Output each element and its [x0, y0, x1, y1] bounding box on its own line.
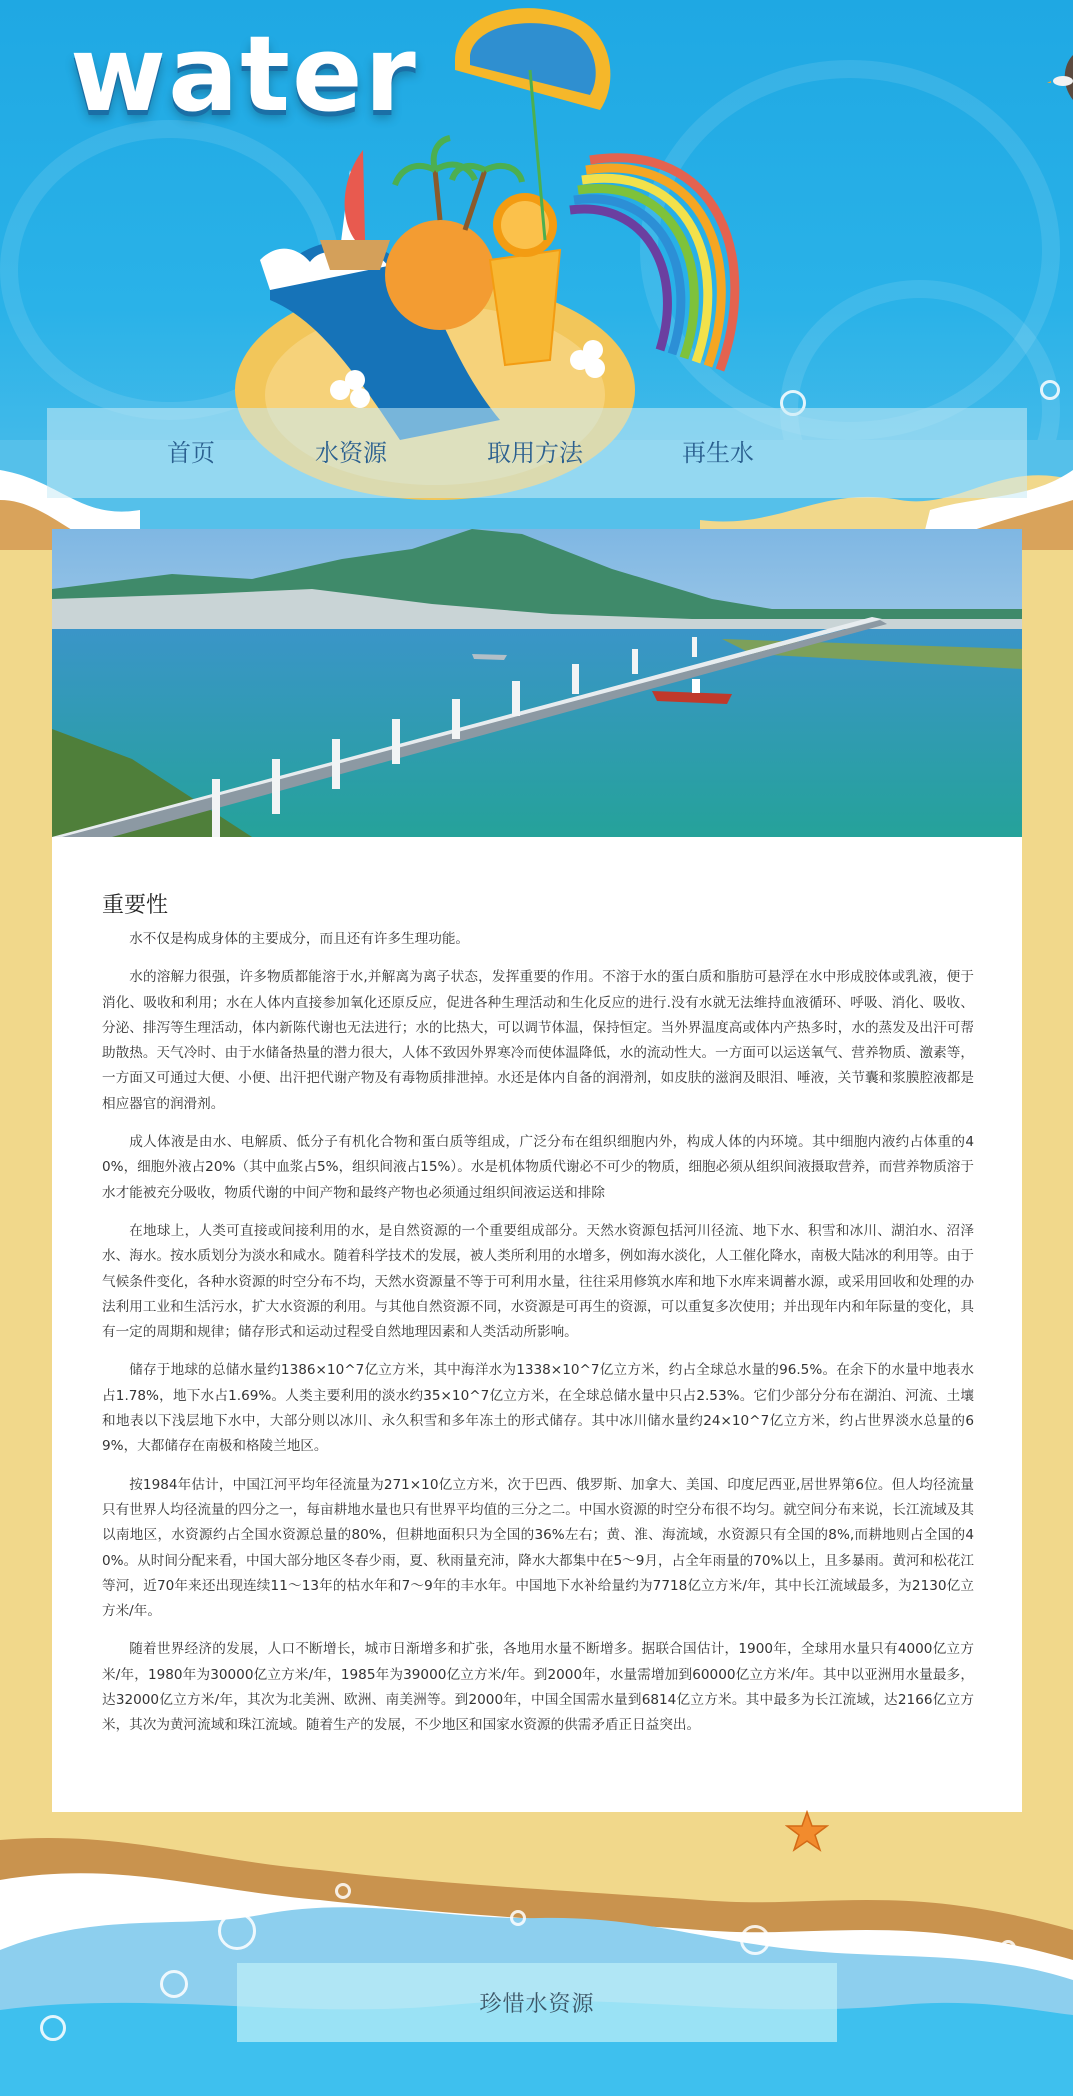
hero-bridge-image	[52, 529, 1022, 837]
bubble-decoration	[160, 1970, 188, 1998]
article-paragraph: 在地球上，人类可直接或间接利用的水，是自然资源的一个重要组成部分。天然水资源包括河川径流、地下水、积雪和冰川、湖泊水、沼泽水、海水。按水质划分为淡水和咸水。随着科学技术的发展，被人类所利用的水增多，例如海水淡化，人工催化降水，南极大陆冰的利用等。由于气候条件变化，各种水资源的时空分布不均，天然水资源量不等于可利用水量，往往采用修筑水库和地下水库来调蓄水源，或采用回收和处理的办法利用工业和生活污水，扩大水资源的利用。与其他自然资源不同，水资源是可再生的资源，可以重复多次使用；并出现年内和年际量的变化，具有一定的周期和规律；储存形式和运动过程受自然地理因素和人类活动所影响。	[102, 1222, 974, 1341]
article-paragraph: 储存于地球的总储水量约1386×10^7亿立方米，其中海洋水为1338×10^7亿立方米，约占全球总水量的96.5%。在余下的水量中地表水占1.78%，地下水占1.69%。人类主要利用的淡水约35×10^7亿立方米，在全球总储水量中只占2.53%。它们少部分分布在湖泊、河流、土壤和地表以下浅层地下水中，大部分则以冰川、永久积雪和多年冻土的形式储存。其中冰川储水量约24×10^7亿立方米，约占世界淡水总量的69%，大都储存在南极和格陵兰地区。	[102, 1362, 974, 1455]
nav-item-usage-methods[interactable]: 取用方法	[487, 439, 583, 467]
starfish-decoration	[785, 1810, 829, 1854]
main-nav	[47, 408, 1027, 498]
article-paragraph: 成人体液是由水、电解质、低分子有机化合物和蛋白质等组成，广泛分布在组织细胞内外，构成人体的内环境。其中细胞内液约占体重的40%，细胞外液占20%（其中血浆占5%，组织间液占15%）。水是机体物质代谢必不可少的物质，细胞必须从组织间液摄取营养，而营养物质溶于水才能被充分吸收，物质代谢的中间产物和最终产物也必须通过组织间液运送和排除	[102, 1134, 974, 1201]
nav-item-home[interactable]: 首页	[167, 439, 215, 467]
bubble-decoration	[510, 1910, 526, 1926]
bubble-decoration	[335, 1883, 351, 1899]
bubble-decoration	[1000, 1940, 1016, 1956]
nav-item-water-resources[interactable]: 水资源	[315, 439, 387, 467]
article-title: 重要性	[102, 893, 169, 918]
nav-item-recycled-water[interactable]: 再生水	[682, 439, 754, 467]
article	[102, 891, 974, 1752]
bubble-decoration	[218, 1912, 256, 1950]
bubble-decoration	[740, 1925, 770, 1955]
article-paragraph: 随着世界经济的发展，人口不断增长，城市日渐增多和扩张，各地用水量不断增多。据联合国估计，1900年，全球用水量只有4000亿立方米/年，1980年为30000亿立方米/年，1985年为39000亿立方米/年。到2000年，水量需增加到60000亿立方米/年。其中以亚洲用水量最多，达32000亿立方米/年，其次为北美洲、欧洲、南美洲等。到2000年，中国全国需水量到6814亿立方米。其中最多为长江流域，达2166亿立方米，其次为黄河流域和珠江流域。随着生产的发展，不少地区和国家水资源的供需矛盾正日益突出。	[102, 1641, 974, 1734]
footer-banner	[237, 1963, 837, 2042]
article-paragraph: 水不仅是构成身体的主要成分，而且还有许多生理功能。	[129, 931, 470, 947]
bubble-decoration	[40, 2015, 66, 2041]
site-logo[interactable]: water	[70, 13, 418, 135]
article-paragraph: 水的溶解力很强，许多物质都能溶于水,并解离为离子状态，发挥重要的作用。不溶于水的蛋白质和脂肪可悬浮在水中形成胶体或乳液，便于消化、吸收和利用；水在人体内直接参加氧化还原反应，促进各种生理活动和生化反应的进行.没有水就无法维持血液循环、呼吸、消化、吸收、分泌、排泻等生理活动，体内新陈代谢也无法进行；水的比热大，可以调节体温，保持恒定。当外界温度高或体内产热多时，水的蒸发及出汗可帮助散热。天气冷时、由于水储备热量的潜力很大，人体不致因外界寒冷而使体温降低，水的流动性大。一方面可以运送氧气、营养物质、激素等，一方面又可通过大便、小便、出汗把代谢产物及有毒物质排泄掉。水还是体内自备的润滑剂，如皮肤的滋润及眼泪、唾液，关节囊和浆膜腔液都是相应器官的润滑剂。	[102, 969, 974, 1112]
bubble-decoration	[1040, 380, 1060, 400]
seagull-decoration	[1033, 45, 1073, 105]
footer-slogan: 珍惜水资源	[479, 1992, 595, 2017]
content-panel	[52, 529, 1022, 1812]
article-paragraph: 按1984年估计，中国江河平均年径流量为271×10亿立方米，次于巴西、俄罗斯、加拿大、美国、印度尼西亚,居世界第6位。但人均径流量只有世界人均径流量的四分之一，每亩耕地水量也只有世界平均值的三分之二。中国水资源的时空分布很不均匀。就空间分布来说，长江流域及其以南地区，水资源约占全国水资源总量的80%，但耕地面积只为全国的36%左右；黄、淮、海流域，水资源只有全国的8%,而耕地则占全国的40%。从时间分配来看，中国大部分地区冬春少雨，夏、秋雨量充沛，降水大都集中在5～9月，占全年雨量的70%以上，且多暴雨。黄河和松花江等河，近70年来还出现连续11～13年的枯水年和7～9年的丰水年。中国地下水补给量约为7718亿立方米/年，其中长江流域最多，为2130亿立方米/年。	[102, 1476, 974, 1620]
sea-shore-decoration	[0, 1800, 1073, 2096]
